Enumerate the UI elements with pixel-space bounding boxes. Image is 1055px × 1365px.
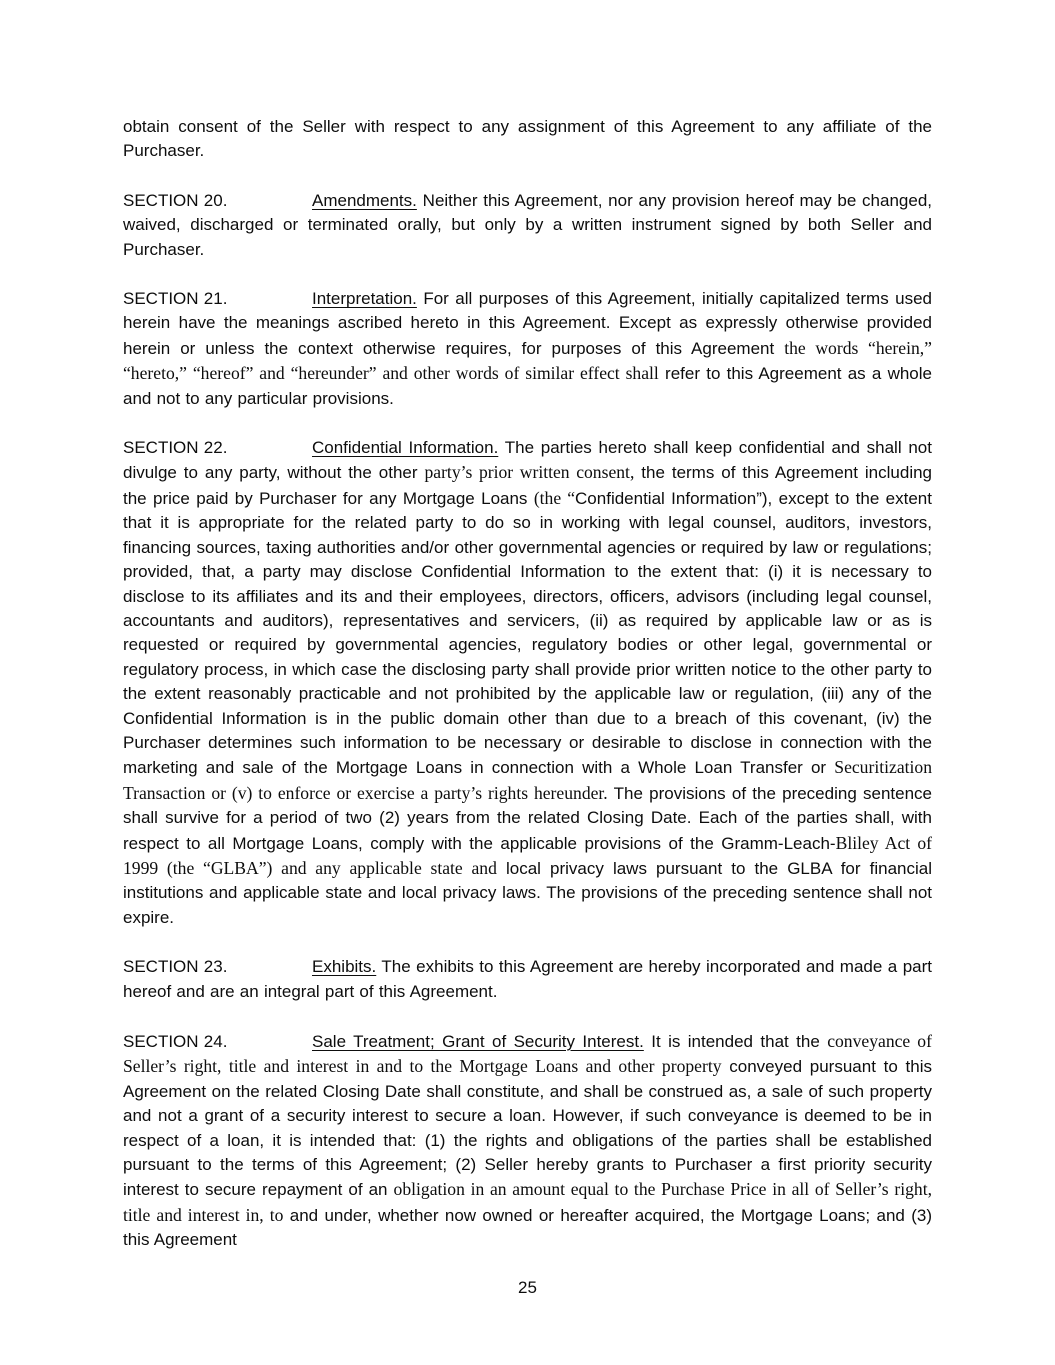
text-run: local privacy laws pursuant to the GLBA for financial institutions and applicable state and local privacy laws. The provisions of the preceding sentence shall not expire.: [123, 858, 932, 927]
section-title: Confidential Information.: [312, 438, 499, 458]
section-heading: SECTION 24.: [123, 1032, 228, 1051]
text-run: conveyed pursuant to this Agreement on the related Closing Date shall constitute, and shall be construed as, a sale of such property and not a grant of a security interest to secure a loan. However, if such conveyance is deemed to be in respect of a loan, it is intended that: (1) the rights and obligations of the parties shall be established pursuant to the terms of this Agreement; (2) Seller hereby grants to Purchaser a first priority security interest to secure repayment of an: [123, 1057, 932, 1200]
text-run: Securitization Transaction or (v) to enforce or exercise a party’s rights hereunder.: [123, 757, 932, 803]
section-title: Sale Treatment; Grant of Security Interest.: [312, 1032, 644, 1051]
text-run: party’s prior written consent,: [424, 462, 635, 483]
text-run: the words “herein,” “hereto,” “hereof” and “hereunder” and other words of similar effect shall: [123, 337, 932, 384]
text-run: obtain consent of the Seller with respect to any assignment of this Agreement to any affiliate of the Purchaser.: [123, 117, 932, 161]
page-number: 25: [518, 1277, 537, 1297]
text-run: and under, whether now owned or hereafter acquired, the Mortgage Loans; and (3) this Agreement: [123, 1205, 932, 1250]
text-run: Neither this Agreement, nor any provision hereof may be changed, waived, discharged or terminated orally, but only by a written instrument signed by both Seller and Purchaser.: [123, 190, 932, 259]
section-22-paragraph: [123, 436, 932, 930]
section-24-paragraph: [123, 1029, 932, 1253]
text-run: For all purposes of this Agreement, initially capitalized terms used herein have the meanings ascribed hereto in this Agreement. Except as expressly otherwise provided herein or unless the context otherwise requires, for purposes of this Agreement: [123, 289, 932, 358]
text-run: Bliley Act of 1999 (the “GLBA”) and any applicable state and: [123, 832, 932, 878]
section-title: Interpretation.: [312, 289, 417, 309]
text-run: (the “: [533, 487, 576, 508]
section-20-paragraph: [123, 189, 932, 262]
section-23-paragraph: [123, 955, 932, 1004]
text-run: refer to this Agreement as a whole and not to any particular provisions.: [123, 364, 932, 408]
text-run: The exhibits to this Agreement are hereby incorporated and made a part hereof and are an integral part of this Agreement.: [123, 957, 933, 1001]
text-run: The parties hereto shall keep confidential and shall not divulge to any party, without the other: [123, 438, 932, 483]
text-run: Confidential Information”), except to the extent that it is appropriate for the related party to do so in working with legal counsel, auditors, investors, financing sources, taxing authorities and/or other governmental agencies or required by law or regulations; provided, that, a party may disclose Confidential Information to the extent that: (i) it is necessary to disclose to its affiliates and its and their employees, directors, officers, advisors (including legal counsel, accountants and auditors), representatives and servicers, (ii) as required by applicable law or as is requested or required by governmental agencies, regulatory bodies or other legal, governmental or regulatory process, in which case the disclosing party shall provide prior written notice to the other party to the extent reasonably practicable and not prohibited by the applicable law or regulation, (iii) any of the Confidential Information is in the public domain other than due to a breach of this covenant, (iv) the Purchaser determines such information to be necessary or desirable to disclose in connection with the marketing and sale of the Mortgage Loans in connection with a Whole Loan Transfer or: [123, 488, 932, 778]
section-21-paragraph: [123, 287, 932, 411]
intro-paragraph: [123, 115, 932, 164]
text-run: conveyance of Seller’s right, title and interest in and to the Mortgage Loans and other property: [123, 1031, 932, 1077]
section-heading: SECTION 22.: [123, 438, 228, 458]
text-run: The provisions of the preceding sentence shall survive for a period of two (2) years from the related Closing Date. Each of the parties shall, with respect to all Mortgage Loans, comply with the applicable provisions of the Gramm-Leach-: [123, 783, 932, 853]
section-heading: SECTION 21.: [123, 289, 228, 309]
section-title: Exhibits.: [312, 957, 377, 977]
text-run: It is intended that the: [651, 1032, 820, 1051]
section-heading: SECTION 20.: [123, 190, 228, 210]
text-run: obligation in an amount equal to the Purchase Price in all of Seller’s right, title and interest in, to: [123, 1179, 932, 1225]
section-heading: SECTION 23.: [123, 957, 228, 977]
section-title: Amendments.: [312, 190, 417, 210]
text-run: the terms of this Agreement including the price paid by Purchaser for any Mortgage Loans: [123, 463, 933, 508]
